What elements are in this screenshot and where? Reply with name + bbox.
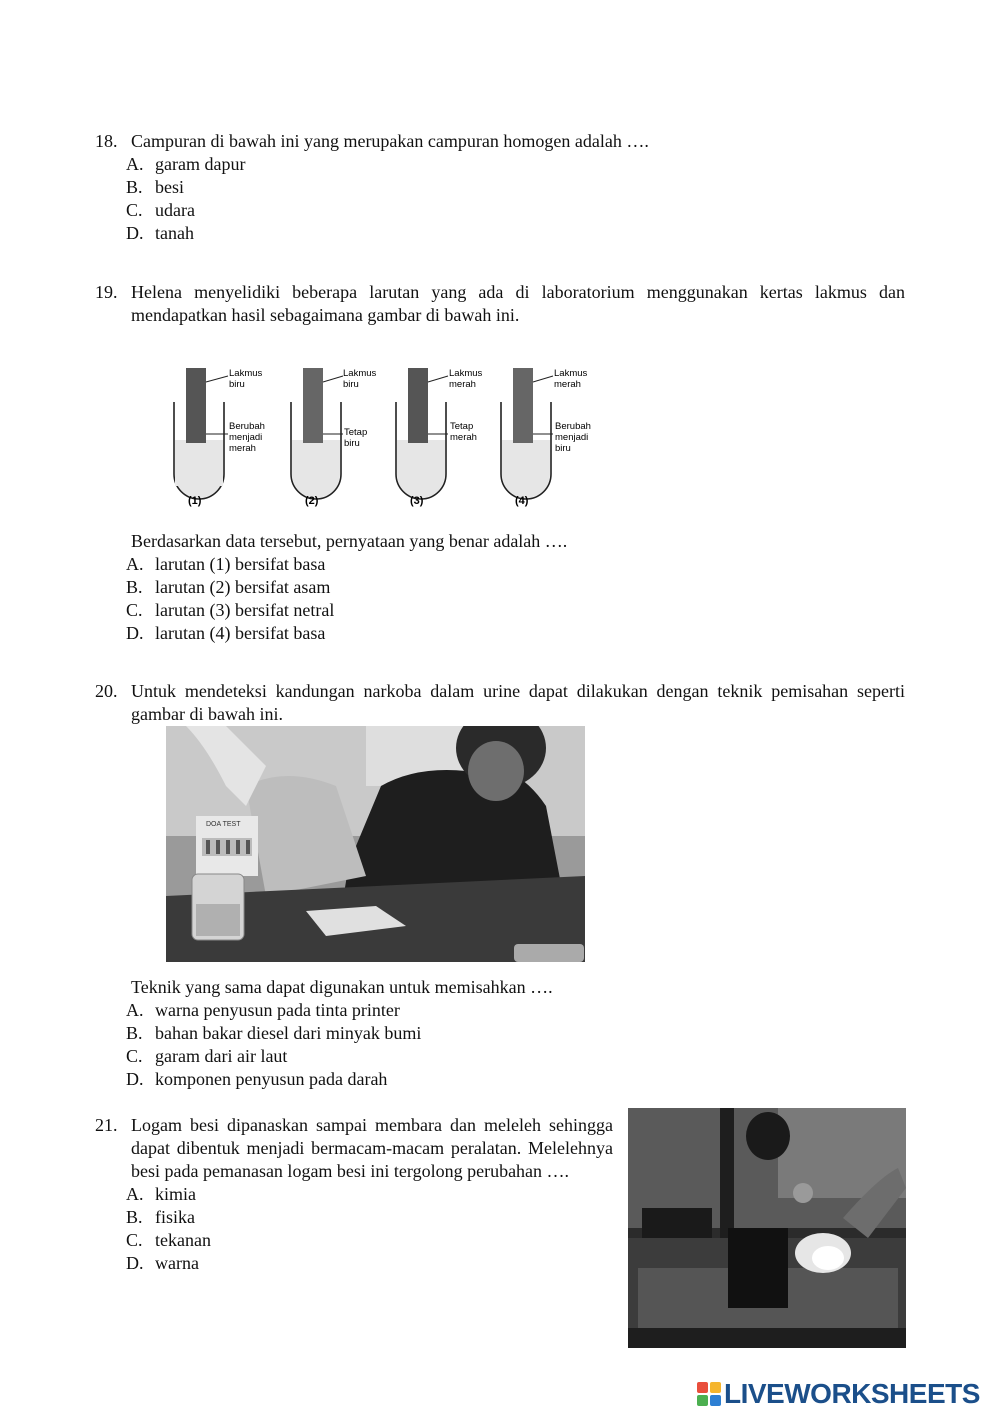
question-number: 20. (95, 681, 118, 701)
result-label: biru (344, 438, 360, 449)
option-a[interactable] (126, 1183, 613, 1206)
option-letter: D. (126, 223, 144, 243)
litmus-label: biru (343, 379, 359, 390)
test-tube-2 (291, 368, 377, 507)
question-text: Logam besi dipanaskan sampai membara dan meleleh sehingga dapat dibentuk menjadi bermacam-macam peralatan. Melelehnya besi pada pemanasan logam besi ini tergolong perubahan …. (131, 1115, 613, 1181)
question-19 (95, 281, 905, 327)
option-text: bahan bakar diesel dari minyak bumi (155, 1023, 422, 1043)
blacksmith-photo (628, 1108, 906, 1348)
option-a[interactable] (126, 153, 905, 176)
question-20 (95, 680, 905, 726)
question-text: Untuk mendeteksi kandungan narkoba dalam urine dapat dilakukan dengan teknik pemisahan seperti gambar di bawah ini. (131, 681, 905, 724)
liveworksheets-logo (697, 1377, 980, 1411)
option-a[interactable] (126, 553, 905, 576)
option-list (126, 999, 905, 1091)
question-lead: Teknik yang sama dapat digunakan untuk memisahkan …. (131, 977, 553, 997)
question-text: Helena menyelidiki beberapa larutan yang ada di laboratorium menggunakan kertas lakmus dan mendapatkan hasil sebagaimana gambar di bawah ini. (131, 282, 905, 325)
option-text: garam dari air laut (155, 1046, 288, 1066)
option-letter: D. (126, 1253, 144, 1273)
option-letter: C. (126, 1230, 143, 1250)
option-text: larutan (2) bersifat asam (155, 577, 331, 597)
option-a[interactable] (126, 999, 905, 1022)
litmus-label: Lakmus (229, 368, 263, 379)
option-text: larutan (4) bersifat basa (155, 623, 326, 643)
option-letter: A. (126, 1000, 144, 1020)
option-b[interactable] (126, 176, 905, 199)
question-number: 18. (95, 131, 118, 151)
option-d[interactable] (126, 1068, 905, 1091)
option-letter: C. (126, 1046, 143, 1066)
drug-test-photo (166, 726, 585, 962)
result-label: menjadi (229, 432, 263, 443)
result-label: menjadi (555, 432, 589, 443)
option-letter: C. (126, 200, 143, 220)
question-text: Campuran di bawah ini yang merupakan campuran homogen adalah …. (131, 131, 649, 151)
litmus-label: merah (449, 379, 476, 390)
option-text: fisika (155, 1207, 195, 1227)
question-lead: Berdasarkan data tersebut, pernyataan yang benar adalah …. (131, 531, 568, 551)
tube-number: (3) (410, 495, 424, 507)
test-card-label: DOA TEST (206, 821, 241, 828)
question-20-answers (95, 976, 905, 1091)
option-d[interactable] (126, 222, 905, 245)
tube-number: (1) (188, 495, 202, 507)
question-number: 19. (95, 282, 118, 302)
litmus-label: Lakmus (554, 368, 588, 379)
option-letter: B. (126, 1207, 143, 1227)
result-label: merah (450, 432, 477, 443)
option-text: warna (155, 1253, 199, 1273)
option-text: tanah (155, 223, 194, 243)
option-letter: A. (126, 154, 144, 174)
litmus-label: biru (229, 379, 245, 390)
option-c[interactable] (126, 599, 905, 622)
option-text: udara (155, 200, 195, 220)
brand-mark-icon (697, 1382, 721, 1406)
test-tube-1 (174, 368, 265, 507)
option-c[interactable] (126, 1229, 613, 1252)
option-b[interactable] (126, 1022, 905, 1045)
question-18 (95, 130, 905, 245)
tube-number: (4) (515, 495, 529, 507)
option-letter: B. (126, 577, 143, 597)
option-text: warna penyusun pada tinta printer (155, 1000, 400, 1020)
litmus-test-diagram (160, 362, 610, 512)
test-tube-3 (396, 368, 483, 507)
option-text: larutan (3) bersifat netral (155, 600, 335, 620)
litmus-label: Lakmus (449, 368, 483, 379)
tube-number: (2) (305, 495, 319, 507)
option-d[interactable] (126, 1252, 613, 1275)
result-label: Berubah (555, 421, 591, 432)
result-label: merah (229, 443, 256, 454)
option-list (126, 153, 905, 245)
option-letter: B. (126, 1023, 143, 1043)
option-text: besi (155, 177, 184, 197)
question-19-answers (95, 530, 905, 645)
question-number: 21. (95, 1115, 118, 1135)
option-list (126, 553, 905, 645)
option-letter: A. (126, 554, 144, 574)
option-text: larutan (1) bersifat basa (155, 554, 326, 574)
option-list (126, 1183, 613, 1275)
option-c[interactable] (126, 199, 905, 222)
result-label: biru (555, 443, 571, 454)
option-letter: D. (126, 623, 144, 643)
test-tube-4 (501, 368, 591, 507)
result-label: Tetap (344, 427, 368, 438)
question-21 (95, 1114, 613, 1275)
option-text: kimia (155, 1184, 196, 1204)
brand-name: LIVEWORKSHEETS (724, 1378, 980, 1409)
option-letter: A. (126, 1184, 144, 1204)
option-b[interactable] (126, 1206, 613, 1229)
litmus-label: Lakmus (343, 368, 377, 379)
option-letter: C. (126, 600, 143, 620)
option-c[interactable] (126, 1045, 905, 1068)
option-d[interactable] (126, 622, 905, 645)
result-label: Tetap (450, 421, 474, 432)
option-text: tekanan (155, 1230, 211, 1250)
result-label: Berubah (229, 421, 265, 432)
option-letter: D. (126, 1069, 144, 1089)
option-text: garam dapur (155, 154, 246, 174)
litmus-label: merah (554, 379, 581, 390)
option-text: komponen penyusun pada darah (155, 1069, 388, 1089)
option-b[interactable] (126, 576, 905, 599)
option-letter: B. (126, 177, 143, 197)
